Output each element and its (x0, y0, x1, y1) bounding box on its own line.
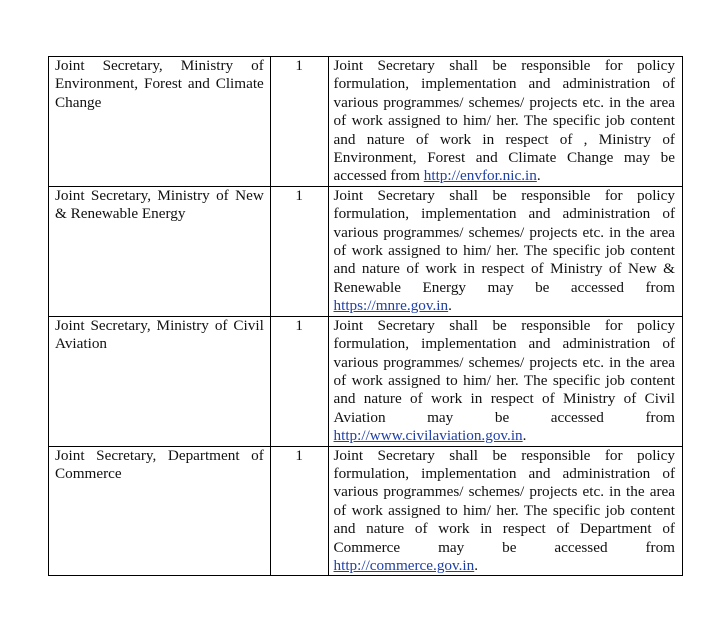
responsibility-text: Joint Secretary shall be responsible for policy formulation, implementation and administration of various programmes/ schemes/ projects etc. in the area of work assigned to him/ her. The specific job content and nature of work in respect of Ministry of New & Renewable Energy may be accessed from (333, 186, 675, 296)
link-suffix: . (522, 427, 527, 445)
responsibility-cell (328, 186, 682, 316)
ministry-link[interactable]: https://mnre.gov.in (333, 297, 449, 315)
responsibility-text: Joint Secretary shall be responsible for policy formulation, implementation and administration of various programmes/ schemes/ projects etc. in the area of work assigned to him/ her. The specific job content and nature of work in respect of Department of Commerce may be accessed from (333, 446, 675, 556)
ministry-link[interactable]: http://commerce.gov.in (333, 556, 475, 574)
post-name: Joint Secretary, Ministry of Civil Aviation (49, 316, 271, 446)
responsibility-cell (328, 57, 682, 187)
responsibility-cell (328, 446, 682, 576)
vacancy-count: 1 (270, 316, 328, 446)
vacancy-count: 1 (270, 186, 328, 316)
ministry-link[interactable]: http://www.civilaviation.gov.in (333, 427, 523, 445)
responsibility-text: Joint Secretary shall be responsible for policy formulation, implementation and administration of various programmes/ schemes/ projects etc. in the area of work assigned to him/ her. The specific job content and nature of work in respect of , Ministry of Environment, Forest and Climate Change may be accessed from (333, 57, 675, 185)
responsibility-cell (328, 316, 682, 446)
ministry-link[interactable]: http://envfor.nic.in (423, 167, 537, 185)
table-row (49, 186, 683, 316)
vacancy-count: 1 (270, 57, 328, 187)
post-name: Joint Secretary, Ministry of Environment, Forest and Climate Change (49, 57, 271, 187)
link-suffix: . (448, 297, 452, 315)
link-suffix: . (536, 167, 541, 185)
table-row (49, 57, 683, 187)
table-row (49, 316, 683, 446)
vacancy-count: 1 (270, 446, 328, 576)
responsibility-text: Joint Secretary shall be responsible for policy formulation, implementation and administration of various programmes/ schemes/ projects etc. in the area of work assigned to him/ her. The specific job content and nature of work in respect of Ministry of Civil Aviation may be accessed from (333, 316, 675, 426)
post-name: Joint Secretary, Department of Commerce (49, 446, 271, 576)
table-row (49, 446, 683, 576)
post-name: Joint Secretary, Ministry of New & Renewable Energy (49, 186, 271, 316)
vacancy-table (48, 56, 683, 576)
link-suffix: . (474, 556, 479, 574)
